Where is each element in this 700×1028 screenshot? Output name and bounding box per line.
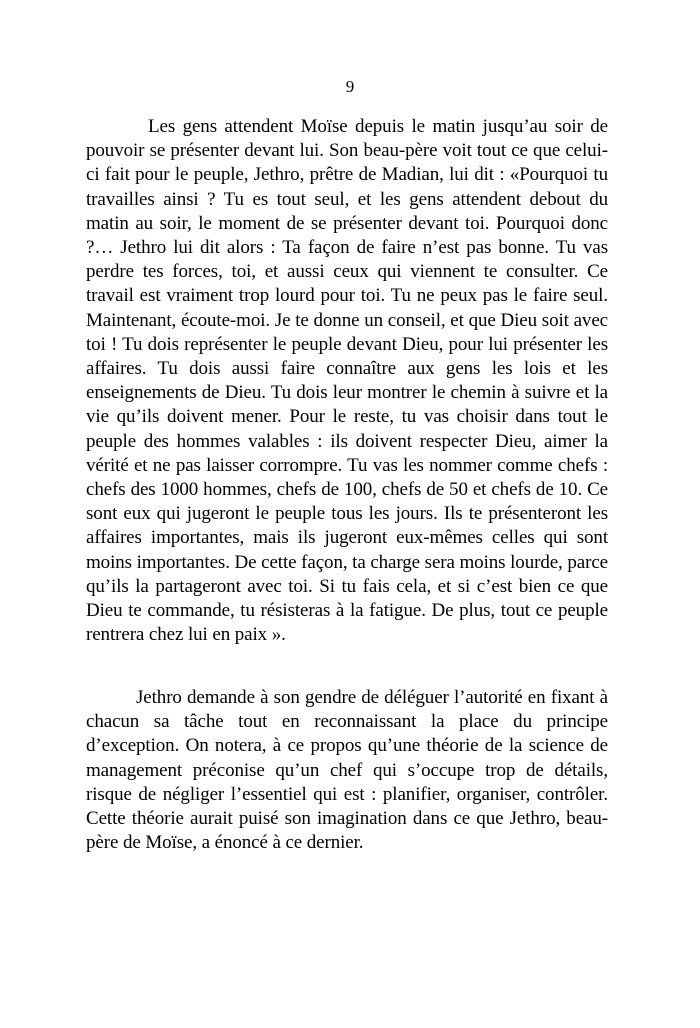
body-paragraph-1: Les gens attendent Moïse depuis le matin jusqu’au soir de pouvoir se présenter devant lui. Son beau-père voit tout ce que celui-ci fait pour le peuple, Jethro, prêtre de Madian, lui dit : «Pourquoi tu travailles ainsi ? Tu es tout seul, et les gens attendent debout du matin au soir, le moment de se présenter devant toi. Pourquoi donc ?… Jethro lui dit alors : Ta façon de faire n’est pas bonne. Tu vas perdre tes forces, toi, et aussi ceux qui viennent te consulter. Ce travail est vraiment trop lourd pour toi. Tu ne peux pas le faire seul. Maintenant, écoute-moi. Je te donne un conseil, et que Dieu soit avec toi ! Tu dois représenter le peuple devant Dieu, pour lui présenter les affaires. Tu dois aussi faire connaître aux gens les lois et les enseignements de Dieu. Tu dois leur montrer le chemin à suivre et la vie qu’ils doivent mener. Pour le reste, tu vas choisir dans tout le peuple des hommes valables : ils doivent respecter Dieu, aimer la vérité et ne pas laisser corrompre. Tu vas les nommer comme chefs : chefs des 1000 hommes, chefs de 100, chefs de 50 et chefs de 10. Ce sont eux qui jugeront le peuple tous les jours. Ils te présenteront les affaires importantes, mais ils jugeront eux-mêmes celles qui sont moins importantes. De cette façon, ta charge sera moins lourde, parce qu’ils la partageront avec toi. Si tu fais cela, et si c’est bien ce que Dieu te commande, tu résisteras à la fatigue. De plus, tout ce peuple rentrera chez lui en paix ».: [86, 116, 608, 646]
page-number: 9: [345, 77, 355, 96]
body-paragraph-2: Jethro demande à son gendre de déléguer l’autorité en fixant à chacun sa tâche tout en reconnaissant la place du principe d’exception. On notera, à ce propos qu’une théorie de la science de management préconise qu’un chef qui s’occupe trop de détails, risque de négliger l’essentiel qui est : planifier, organiser, contrôler. Cette théorie aurait puisé son imagination dans ce que Jethro, beau-père de Moïse, a énoncé à ce dernier.: [86, 687, 608, 854]
